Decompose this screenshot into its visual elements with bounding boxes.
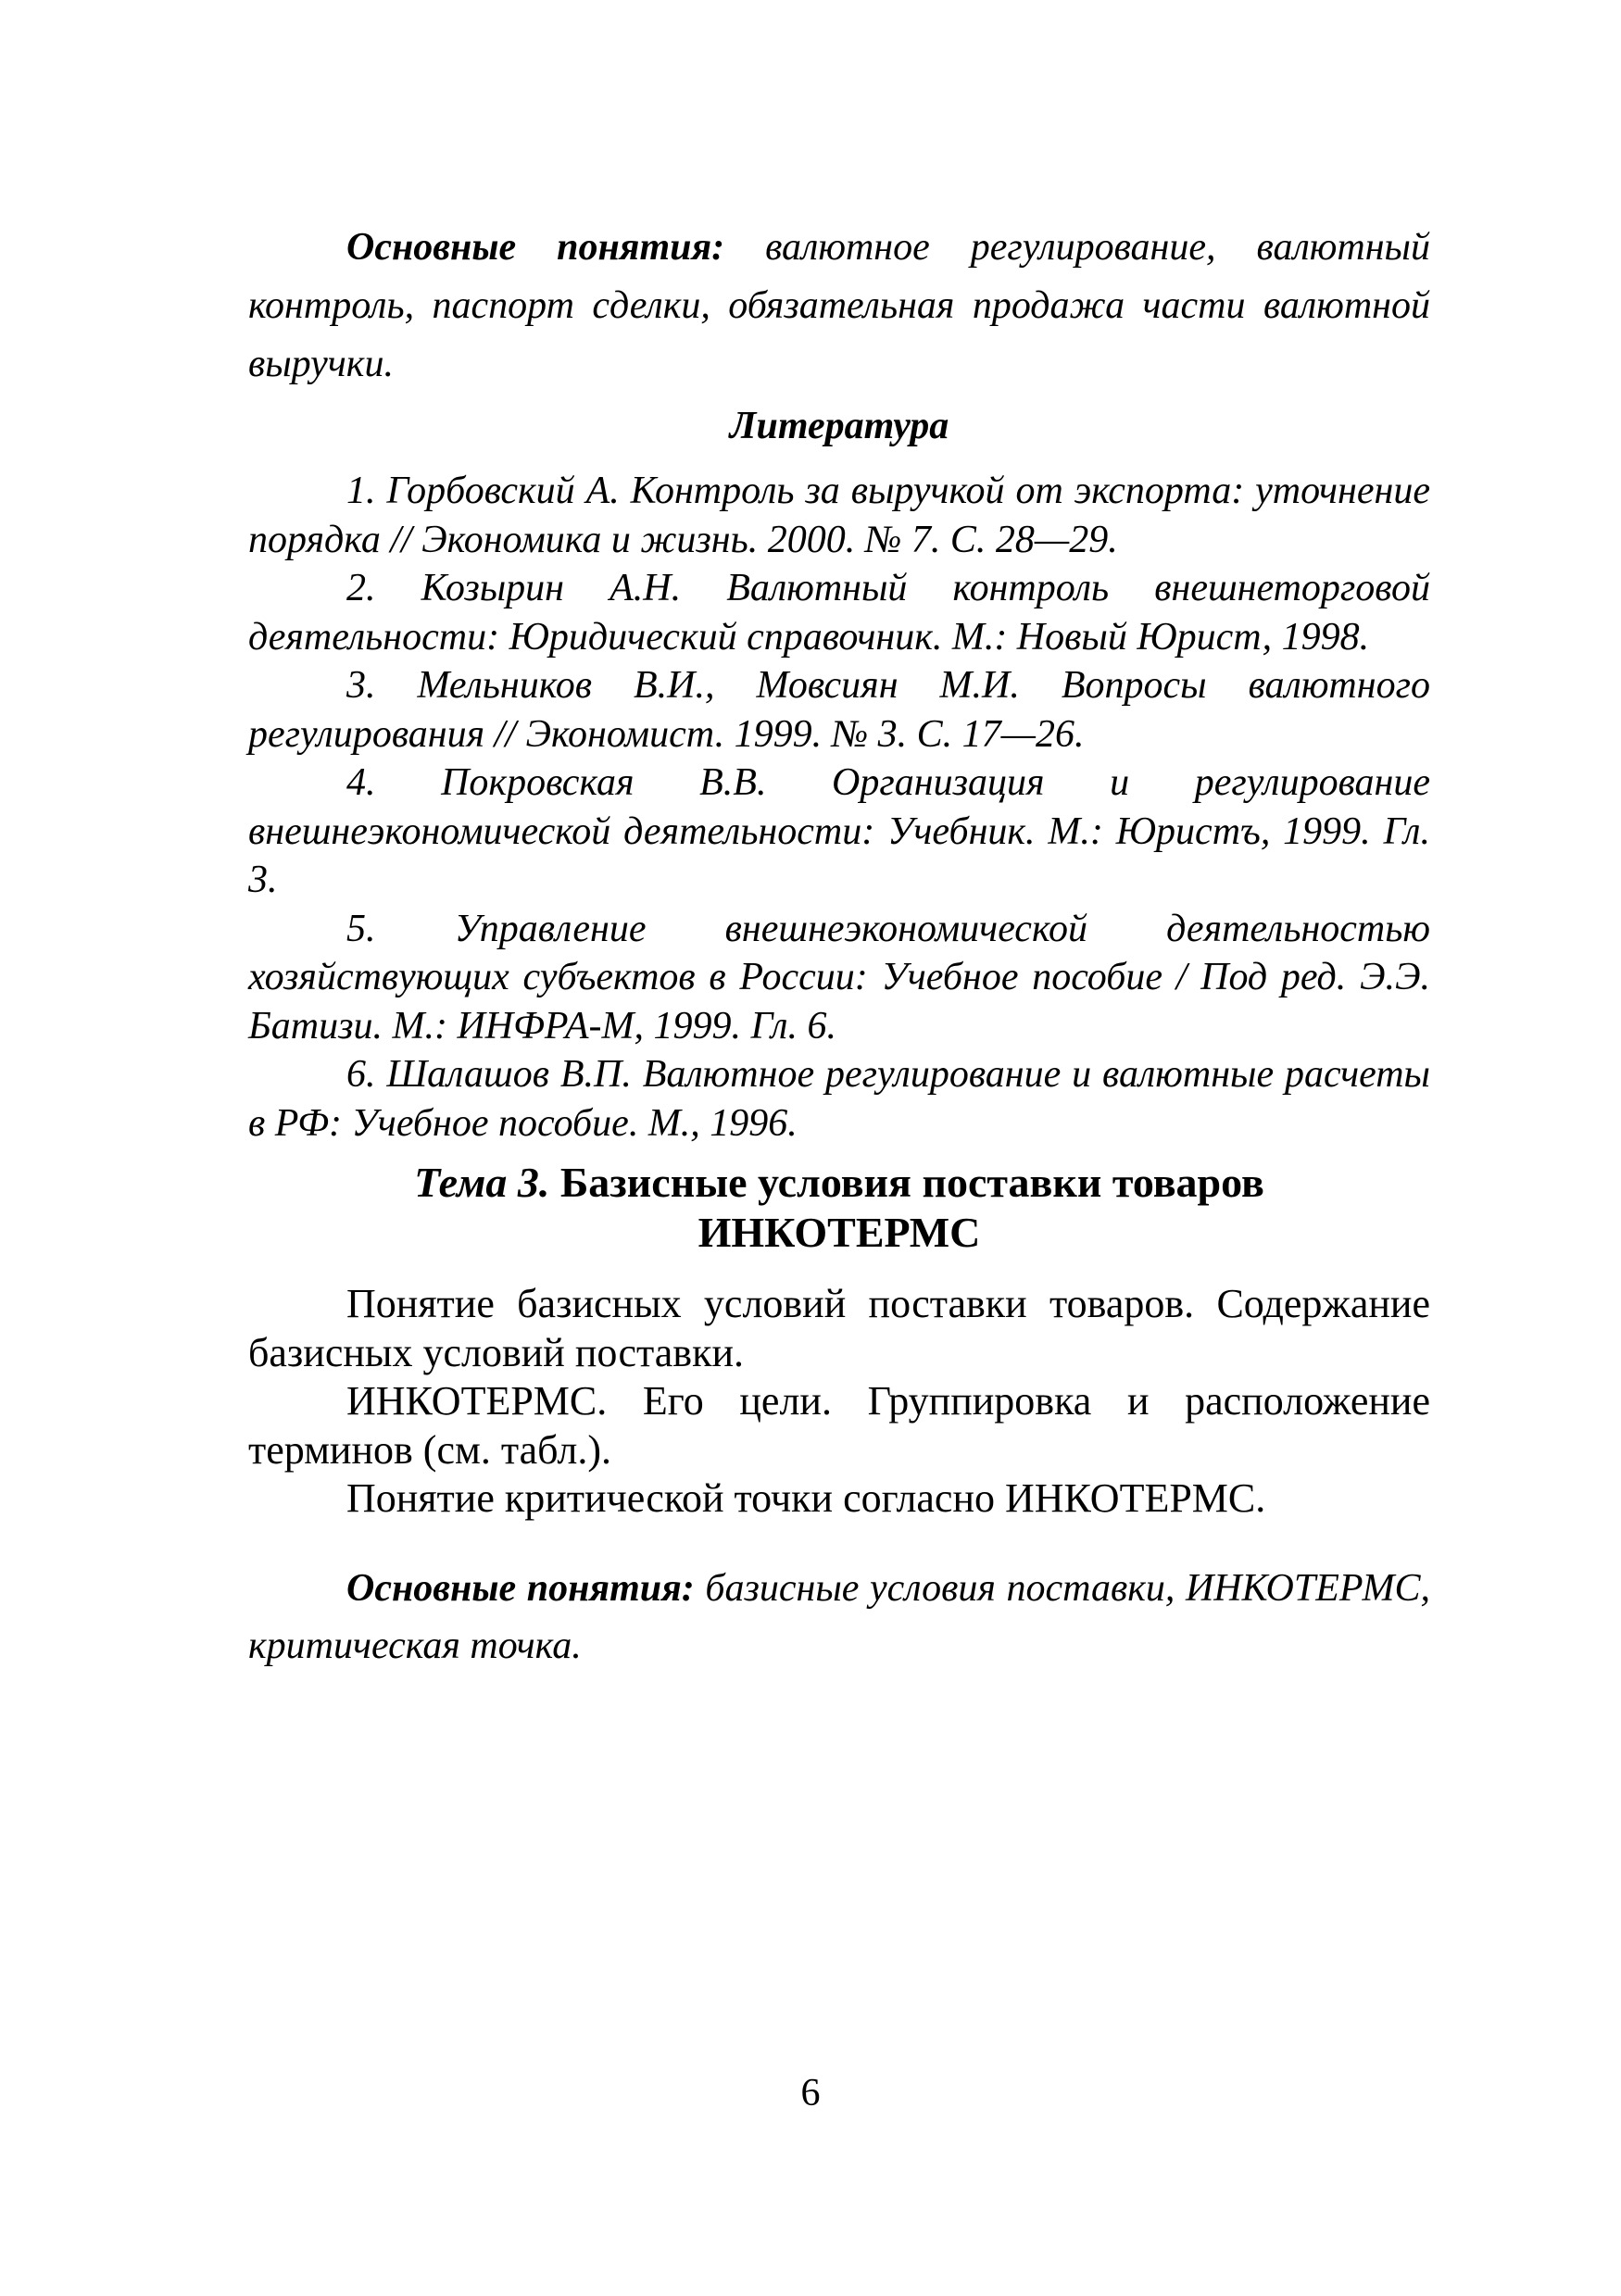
key-concepts-block	[248, 219, 1430, 394]
reference-item: 2. Козырин А.Н. Валютный контроль внешнеторговой деятельности: Юридический справочник. М.: Новый Юрист, 1998.	[248, 567, 1430, 659]
reference-item: 4. Покровская В.В. Организация и регулирование внешнеэкономической деятельности: Учебник. М.: Юристъ, 1999. Гл. 3.	[248, 761, 1430, 901]
reference-item: 6. Шалашов В.П. Валютное регулирование и валютные расчеты в РФ: Учебное пособие. М., 1996.	[248, 1053, 1430, 1145]
literature-heading: Литература	[729, 405, 949, 447]
topic-body	[248, 1280, 1430, 1524]
topic-paragraph: Понятие критической точки согласно ИНКОТЕРМС.	[346, 1475, 1266, 1521]
topic-title-incoterms: ИНКОТЕРМС	[697, 1209, 981, 1256]
key-concepts-paragraph	[248, 1560, 1430, 1675]
key-concepts-text: валютное регулирование, валютный контроль, паспорт сделки, обязательная продажа части валютной выручки.	[248, 226, 1430, 385]
key-concepts-label: Основные понятия:	[346, 226, 725, 269]
topic-title-line	[248, 1158, 1430, 1208]
topic-heading	[248, 1158, 1430, 1258]
key-concepts-block-2	[248, 1560, 1430, 1675]
key-concepts-paragraph	[248, 219, 1430, 394]
page-number: 6	[800, 2072, 821, 2114]
key-concepts-label: Основные понятия:	[346, 1567, 695, 1610]
topic-paragraph: Понятие базисных условий поставки товаров. Содержание базисных условий поставки.	[248, 1281, 1430, 1375]
key-concepts-text: базисные условия поставки, ИНКОТЕРМС, критическая точка.	[248, 1567, 1431, 1667]
reference-item: 1. Горбовский А. Контроль за выручкой от экспорта: уточнение порядка // Экономика и жизнь. 2000. № 7. С. 28—29.	[248, 470, 1430, 561]
literature-list	[248, 467, 1430, 1148]
topic-paragraph: ИНКОТЕРМС. Его цели. Группировка и расположение терминов (см. табл.).	[248, 1378, 1430, 1473]
topic-label: Тема 3.	[414, 1159, 550, 1206]
reference-item: 3. Мельников В.И., Мовсиян М.И. Вопросы валютного регулирования // Экономист. 1999. № 3. С. 17—26.	[248, 664, 1430, 756]
reference-item: 5. Управление внешнеэкономической деятельностью хозяйствующих субъектов в России: Учебное пособие / Под ред. Э.Э. Батизи. М.: ИНФРА-М, 1999. Гл. 6.	[248, 907, 1430, 1048]
topic-title: Базисные условия поставки товаров	[559, 1159, 1264, 1206]
